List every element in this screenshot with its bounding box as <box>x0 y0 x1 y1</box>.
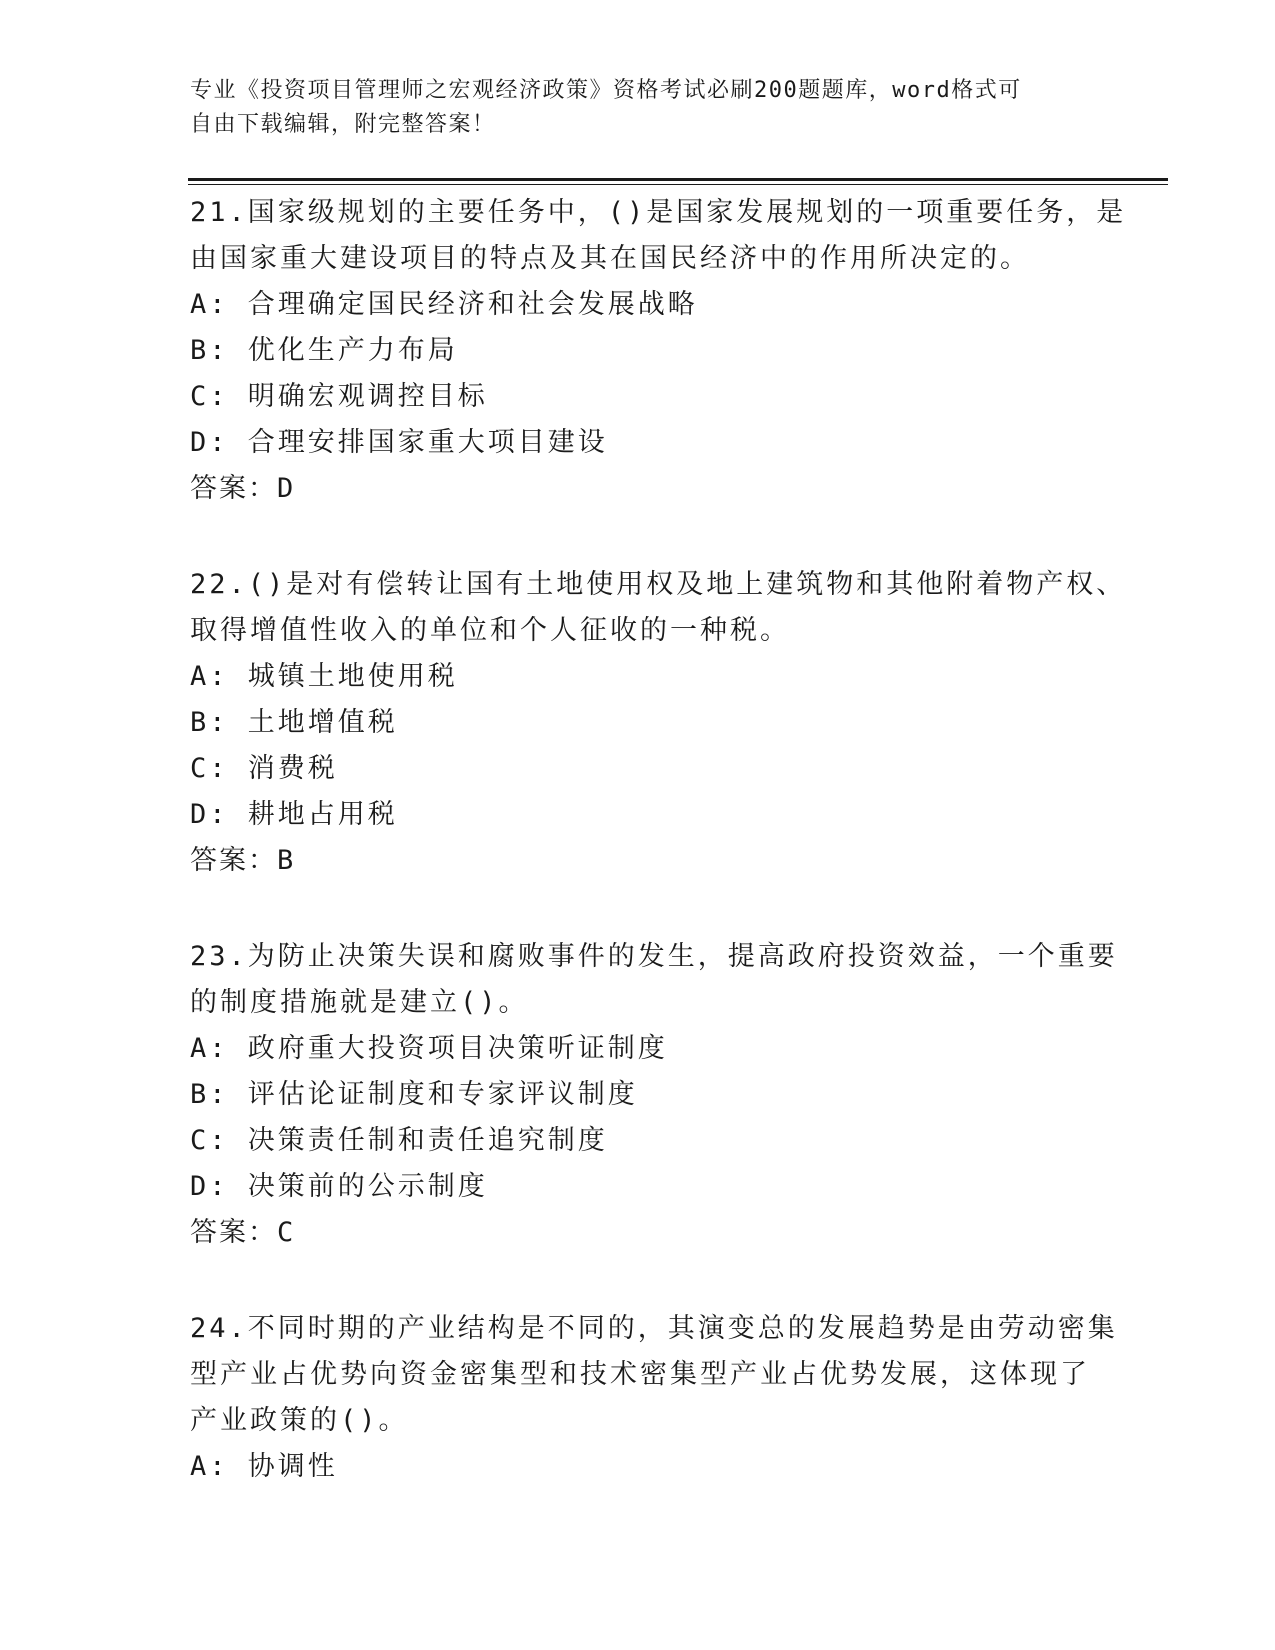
question-24 <box>190 1306 1118 1490</box>
option-a: A: 合理确定国民经济和社会发展战略 <box>190 289 698 320</box>
option-b: B: 优化生产力布局 <box>190 335 458 366</box>
question-stem-line: 由国家重大建设项目的特点及其在国民经济中的作用所决定的。 <box>190 243 1030 274</box>
header-line-2: 自由下载编辑，附完整答案！ <box>190 112 496 137</box>
option-c: C: 决策责任制和责任追究制度 <box>190 1125 608 1156</box>
question-stem-line: 产业政策的()。 <box>190 1405 409 1436</box>
question-21 <box>190 190 1127 512</box>
option-c: C: 消费税 <box>190 753 338 784</box>
option-a: A: 城镇土地使用税 <box>190 661 458 692</box>
option-b: B: 土地增值税 <box>190 707 398 738</box>
question-stem-line: 21.国家级规划的主要任务中，()是国家发展规划的一项重要任务，是 <box>190 197 1127 228</box>
question-stem-line: 24.不同时期的产业结构是不同的，其演变总的发展趋势是由劳动密集 <box>190 1313 1118 1344</box>
answer: 答案：B <box>190 845 296 876</box>
option-b: B: 评估论证制度和专家评议制度 <box>190 1079 638 1110</box>
answer: 答案：C <box>190 1217 296 1248</box>
question-stem-line: 23.为防止决策失误和腐败事件的发生，提高政府投资效益，一个重要 <box>190 941 1118 972</box>
question-stem-line: 取得增值性收入的单位和个人征收的一种税。 <box>190 615 790 646</box>
question-stem-line: 型产业占优势向资金密集型和技术密集型产业占优势发展，这体现了 <box>190 1359 1090 1390</box>
question-list <box>190 190 1127 1540</box>
header-divider-thick <box>188 178 1168 181</box>
document-header <box>190 74 1070 142</box>
option-d: D: 决策前的公示制度 <box>190 1171 488 1202</box>
question-stem-line: 22.()是对有偿转让国有土地使用权及地上建筑物和其他附着物产权、 <box>190 569 1127 600</box>
question-23 <box>190 934 1118 1256</box>
option-d: D: 耕地占用税 <box>190 799 398 830</box>
header-divider-thin <box>188 184 1168 185</box>
option-a: A: 协调性 <box>190 1451 338 1482</box>
option-c: C: 明确宏观调控目标 <box>190 381 488 412</box>
question-22 <box>190 562 1127 884</box>
answer: 答案：D <box>190 473 296 504</box>
option-d: D: 合理安排国家重大项目建设 <box>190 427 608 458</box>
option-a: A: 政府重大投资项目决策听证制度 <box>190 1033 668 1064</box>
header-line-1: 专业《投资项目管理师之宏观经济政策》资格考试必刷200题题库，word格式可 <box>190 78 1022 103</box>
question-stem-line: 的制度措施就是建立()。 <box>190 987 529 1018</box>
